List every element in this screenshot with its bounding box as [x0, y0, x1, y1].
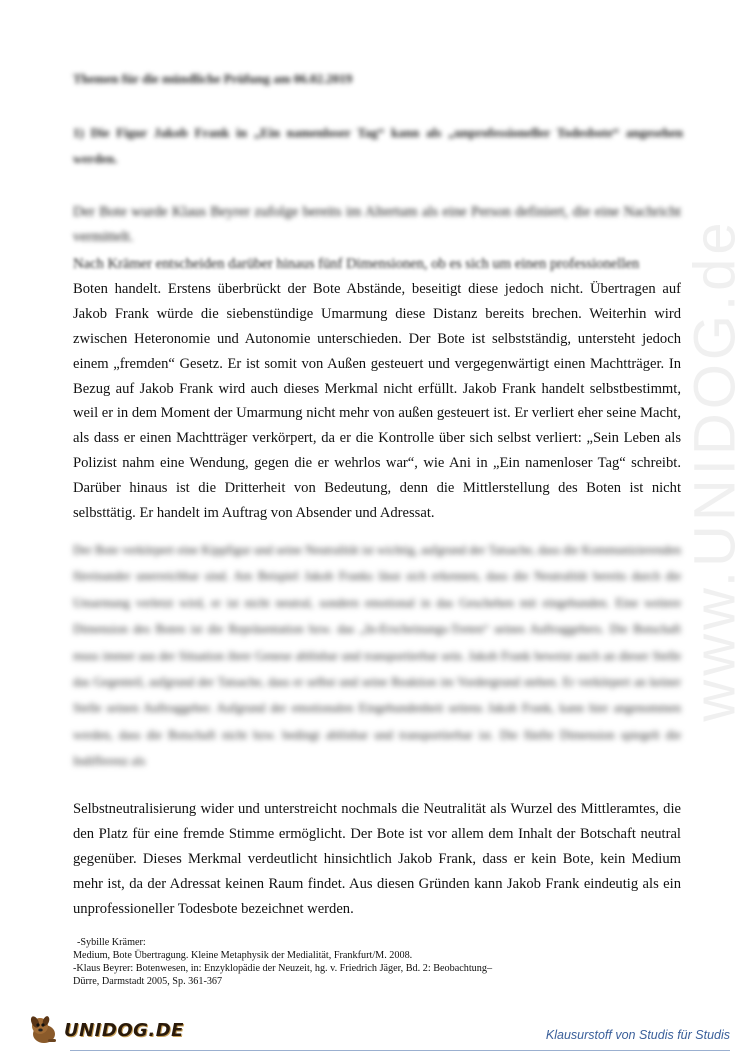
paragraph-first-line: Nach Krämer entscheiden darüber hinaus fünf Dimensionen, ob es sich um einen professionellen — [73, 256, 640, 272]
paragraph-text: Boten handelt. Erstens überbrückt der Bote Abstände, beseitigt diese jedoch nicht. Übertragen auf Jakob Frank würde die siebenstündige Umarmung diese Distanz bereits brechen. Weiterhin wird zwischen Heteronomie und Autonomie unterschieden. Der Bote ist selbstständig, untersteht jedoch einem „fremden“ Gesetz. Er ist somit von Außen gesteuert und vergegenwärtigt einen Machtträger. In Bezug auf Jakob Frank wird auch dieses Merkmal nicht erfüllt. Jakob Frank handelt selbstbestimmt, weil er in dem Moment der Umarmung nicht mehr von außen gesteuert ist. Er verliert eher seine Macht, als dass er einen Machtträger verkörpert, da er die Kontrolle über sich selbst verliert: „Sein Leben als Polizist nahm eine Wendung, gegen die er wehrlos war“, wie Ani in „Ein namenloser Tag“ schreibt. Darüber hinaus ist die Dritterheit von Bedeutung, denn die Mittlerstellung des Boten ist nicht selbsttätig. Er handelt im Auftrag von Absender und Adressat. — [73, 280, 681, 522]
watermark: www.UNIDOG.de — [682, 218, 748, 722]
paragraph-blurred: Der Bote verkörpert eine Kippfigur und seine Neutralität ist wichtig, aufgrund der Tatsache, dass die Kommunizierenden füreinander unerreichbar sind. Am Beispiel Jakob Franks lässt sich erkennen, dass die Neutralität bereits durch die Umarmung verletzt wird, er ist nicht neutral, sondern emotional in das Geschehen mit eingebunden. Eine weitere Dimension des Boten ist die Repräsentation bzw. das „In-Erscheinungs-Treten“ seines Auftraggebers. Die Botschaft muss immer aus der Situation ihrer Genese ablösbar und transportierbar sein. Jakob Frank beweist auch an dieser Stelle das Gegenteil, aufgrund der Tatsache, dass er selbst und seine Reaktion im Vordergrund stehen. Er verkörpert an keiner Stelle seinen Auftraggeber. Aufgrund der emotionalen Eingebundenheit seitens Jakob Frank, kann hier angenommen werden, dass die Botschaft nicht bzw. bedingt ablösbar und transportierbar ist. Die fünfte Dimension spiegelt die Indifferenz als — [73, 543, 681, 769]
paragraph-blurred-intro: Der Bote wurde Klaus Beyrer zufolge bereits im Altertum als eine Person definiert, die eine Nachricht vermittelt. — [73, 204, 681, 245]
question-heading: 1) Die Figur Jakob Frank in „Ein namenloser Tag“ kann als „unprofessioneller Todesbote“ angesehen werden. — [73, 125, 683, 166]
source-line: -Klaus Beyrer: Botenwesen, in: Enzyklopädie der Neuzeit, hg. v. Friedrich Jäger, Bd. 2: Beobachtung– — [73, 963, 493, 974]
logo-text: UNIDOG.DE — [64, 1019, 184, 1041]
source-line: -Sybille Krämer: — [77, 937, 146, 948]
footer-divider — [70, 1050, 730, 1051]
paragraph-body — [73, 252, 681, 526]
footer-logo[interactable] — [26, 1012, 184, 1048]
footer-tagline: Klausurstoff von Studis für Studis — [545, 1028, 730, 1042]
document-heading: Themen für die mündliche Prüfung am 06.02.2019 — [73, 71, 353, 86]
dog-icon — [26, 1012, 62, 1048]
sources-list — [73, 936, 633, 988]
source-line: Dürre, Darmstadt 2005, Sp. 361-367 — [73, 976, 223, 987]
source-line: Medium, Bote Übertragung. Kleine Metaphysik der Medialität, Frankfurt/M. 2008. — [73, 950, 413, 961]
paragraph-conclusion: Selbstneutralisierung wider und unterstreicht nochmals die Neutralität als Wurzel des Mittleramtes, die den Platz für eine fremde Stimme ermöglicht. Der Bote ist vor allem dem Inhalt der Botschaft neutral gegenüber. Dieses Merkmal verdeutlicht hinsichtlich Jakob Frank, dass er kein Bote, kein Medium mehr ist, da der Adressat keinen Raum findet. Aus diesen Gründen kann Jakob Frank eindeutig als ein unprofessioneller Todesbote bezeichnet werden. — [73, 801, 681, 917]
